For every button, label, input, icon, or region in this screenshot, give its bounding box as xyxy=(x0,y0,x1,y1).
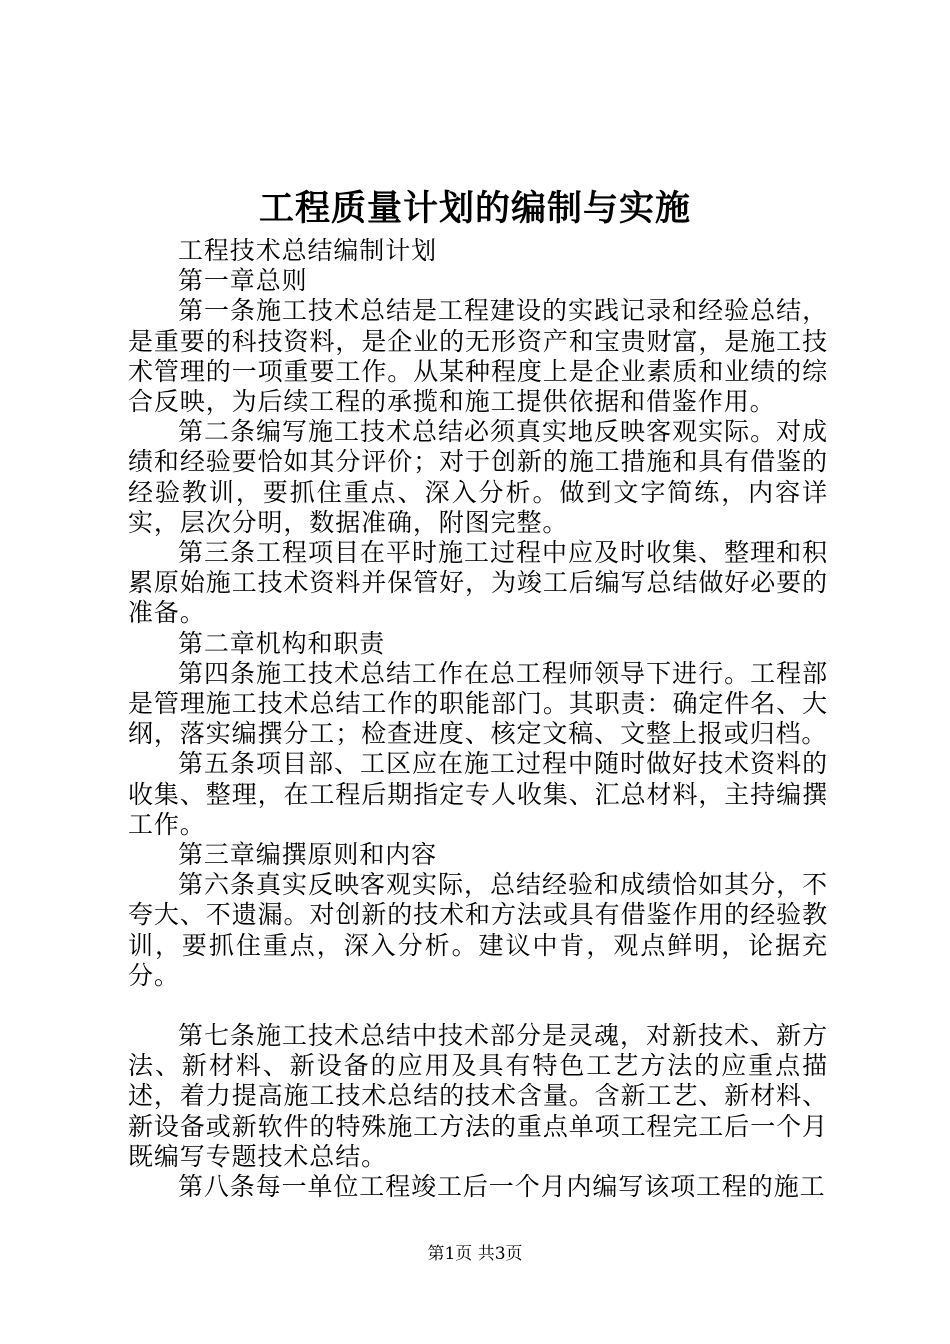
page-footer: 第1页 共3页 xyxy=(427,1244,523,1264)
article-paragraph: 第三条工程项目在平时施工过程中应及时收集、整理和积累原始施工技术资料并保管好，为竣工后编写总结做好必要的准备。 xyxy=(128,538,828,628)
article-paragraph: 第八条每一单位工程竣工后一个月内编写该项工程的施工 xyxy=(178,1172,826,1202)
article-paragraph: 第四条施工技术总结工作在总工程师领导下进行。工程部是管理施工技术总结工作的职能部门。其职责：确定件名、大纲，落实编撰分工；检查进度、核定文稿、文整上报或归档。 xyxy=(128,658,828,749)
chapter-heading: 第一章总则 xyxy=(178,266,308,296)
subtitle-paragraph: 工程技术总结编制计划 xyxy=(178,236,438,265)
document-title: 工程质量计划的编制与实施 xyxy=(258,188,691,229)
article-paragraph: 第二条编写施工技术总结必须真实地反映客观实际。对成绩和经验要恰如其分评价；对于创新的施工措施和具有借鉴的经验教训，要抓住重点、深入分析。做到文字简练，内容详实，层次分明，数据准确，附图完整。 xyxy=(128,417,828,537)
article-paragraph: 第七条施工技术总结中技术部分是灵魂，对新技术、新方法、新材料、新设备的应用及具有特色工艺方法的应重点描述，着力提高施工技术总结的技术含量。含新工艺、新材料、新设备或新软件的特殊施工方法的重点单项工程完工后一个月既编写专题技术总结。 xyxy=(128,1021,828,1171)
article-paragraph: 第六条真实反映客观实际，总结经验和成绩恰如其分，不夸大、不遗漏。对创新的技术和方法或具有借鉴作用的经验教训，要抓住重点，深入分析。建议中肯，观点鲜明，论据充分。 xyxy=(128,870,828,990)
article-paragraph: 第一条施工技术总结是工程建设的实践记录和经验总结，是重要的科技资料，是企业的无形资产和宝贵财富，是施工技术管理的一项重要工作。从某种程度上是企业素质和业绩的综合反映，为后续工程的承揽和施工提供依据和借鉴作用。 xyxy=(128,296,828,417)
chapter-heading: 第三章编撰原则和内容 xyxy=(178,840,438,870)
document-body xyxy=(128,236,828,1202)
article-paragraph: 第五条项目部、工区应在施工过程中随时做好技术资料的收集、整理，在工程后期指定专人收集、汇总材料，主持编撰工作。 xyxy=(128,749,828,839)
chapter-heading: 第二章机构和职责 xyxy=(178,628,386,658)
